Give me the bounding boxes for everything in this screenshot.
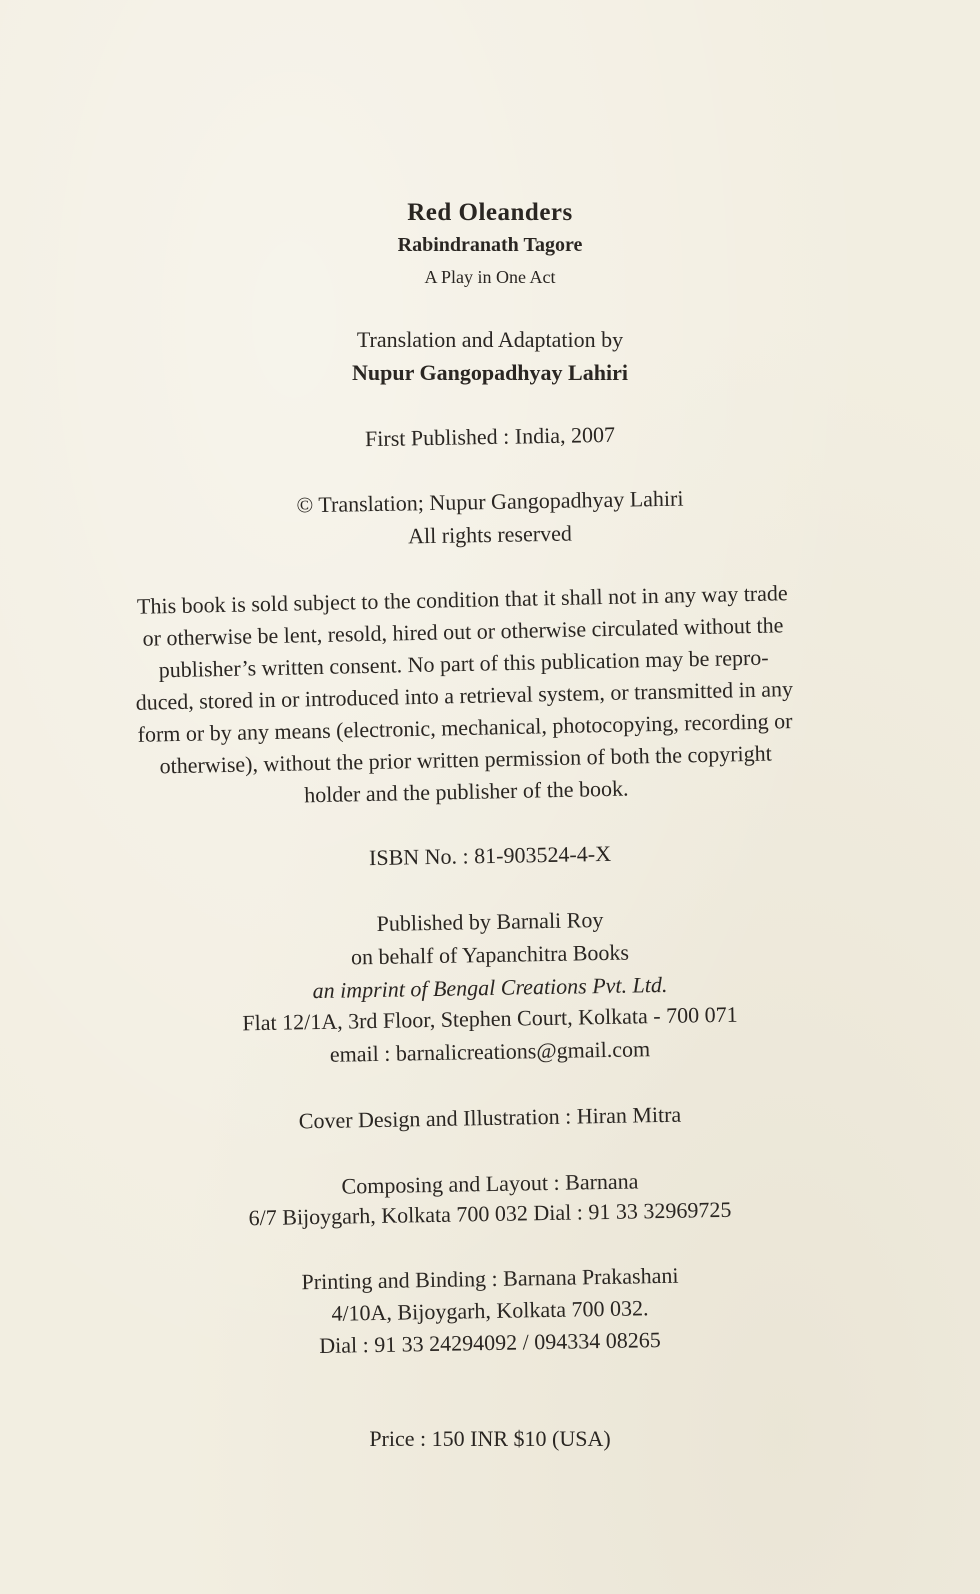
translation-label: Translation and Adaptation by bbox=[356, 327, 624, 352]
translator-name: Nupur Gangopadhyay Lahiri bbox=[352, 360, 628, 385]
legal-line: This book is sold subject to the condition that it shall not in any way trade bbox=[136, 580, 788, 619]
printing-address: 4/10A, Bijoygarh, Kolkata 700 032. bbox=[331, 1295, 649, 1326]
book-author: Rabindranath Tagore bbox=[397, 234, 583, 256]
legal-line: holder and the publisher of the book. bbox=[303, 775, 629, 808]
book-price: Price : 150 INR $10 (USA) bbox=[369, 1426, 611, 1451]
printing-credit: Printing and Binding : Barnana Prakashani bbox=[301, 1262, 679, 1295]
legal-line: form or by any means (electronic, mechanical, photocopying, recording or bbox=[137, 708, 793, 747]
publisher-imprint: an imprint of Bengal Creations Pvt. Ltd. bbox=[312, 971, 668, 1004]
publisher-email: email : barnalicreations@gmail.com bbox=[329, 1036, 651, 1067]
publisher-line: on behalf of Yapanchitra Books bbox=[350, 939, 630, 970]
printing-phone: Dial : 91 33 24294092 / 094334 08265 bbox=[318, 1327, 661, 1358]
legal-line: or otherwise be lent, resold, hired out or otherwise circulated without the bbox=[142, 612, 784, 651]
first-published: First Published : India, 2007 bbox=[364, 421, 616, 452]
book-title: Red Oleanders bbox=[407, 199, 573, 226]
rights-reserved: All rights reserved bbox=[407, 520, 573, 549]
publisher-address: Flat 12/1A, 3rd Floor, Stephen Court, Kolkata - 700 071 bbox=[242, 1001, 738, 1036]
isbn-number: ISBN No. : 81-903524-4-X bbox=[368, 840, 612, 871]
legal-notice bbox=[72, 576, 857, 816]
composing-address: 6/7 Bijoygarh, Kolkata 700 032 Dial : 91 33 32969725 bbox=[248, 1196, 732, 1231]
cover-design-credit: Cover Design and Illustration : Hiran Mitra bbox=[298, 1101, 682, 1134]
legal-line: publisher’s written consent. No part of this publication may be repro- bbox=[158, 644, 769, 683]
copyright-notice: © Translation; Nupur Gangopadhyay Lahiri bbox=[296, 485, 684, 518]
composing-credit: Composing and Layout : Barnana bbox=[341, 1168, 639, 1199]
legal-line: otherwise), without the prior written permission of both the copyright bbox=[159, 740, 772, 779]
publisher-line: Published by Barnali Roy bbox=[376, 907, 604, 936]
book-subtitle: A Play in One Act bbox=[424, 267, 556, 287]
legal-line: duced, stored in or introduced into a retrieval system, or transmitted in any bbox=[135, 676, 794, 715]
